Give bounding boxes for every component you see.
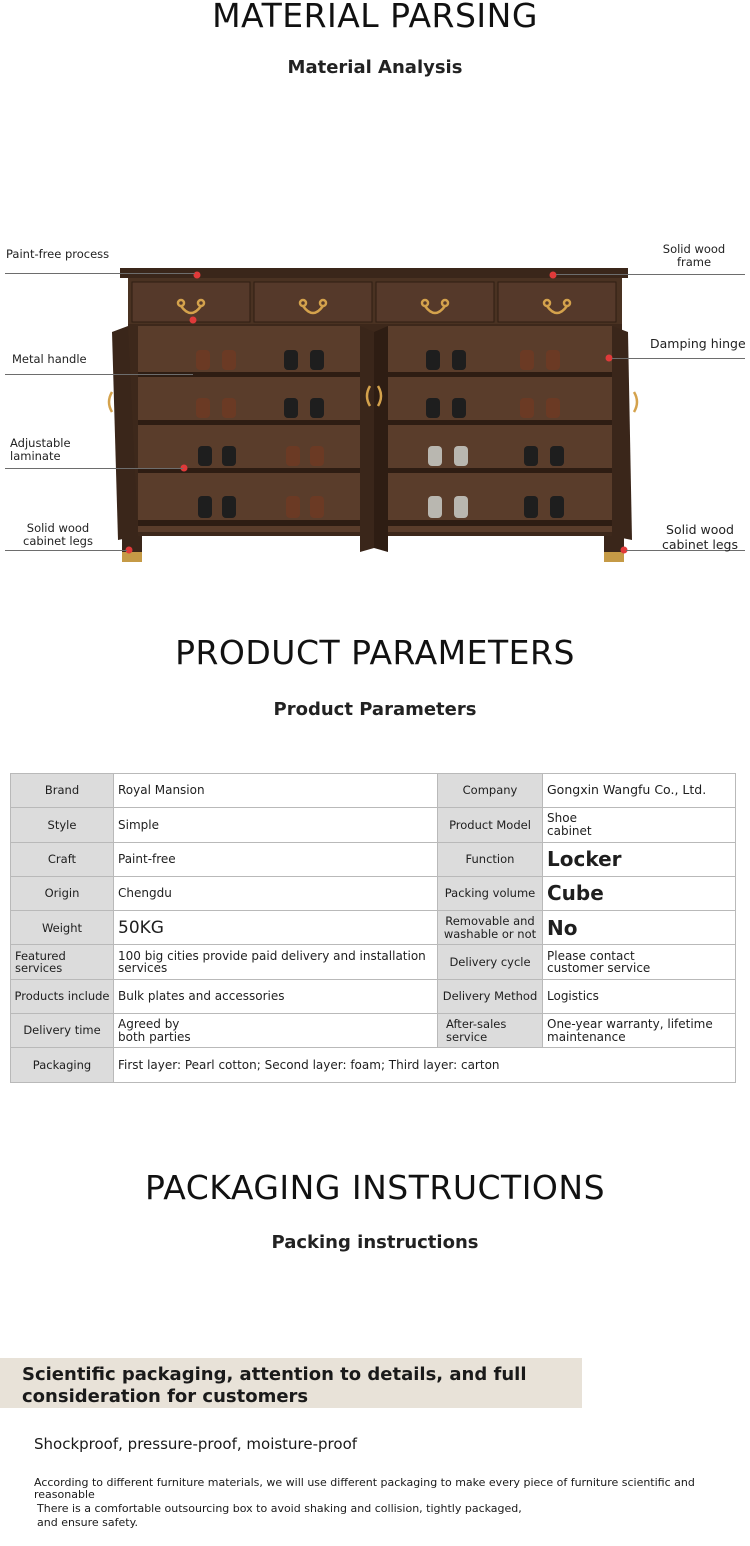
param-value-line-2: both parties — [118, 1029, 191, 1044]
param-key-line-1: Featured — [15, 948, 66, 963]
drawer-4 — [498, 282, 616, 322]
door-center-left — [360, 326, 374, 552]
cabinet-figure — [0, 232, 750, 572]
callout-metal-handle: Metal handle — [12, 352, 87, 366]
param-key: Products include — [11, 979, 114, 1013]
interior-right — [388, 326, 612, 532]
callout-legs-right-line-2: cabinet legs — [661, 537, 739, 552]
param-key: Packing volume — [438, 876, 543, 910]
param-value: Chengdu — [114, 876, 438, 910]
leader-legs-left — [5, 550, 127, 551]
banner-line-2: consideration for customers — [22, 1386, 309, 1407]
param-value — [114, 1014, 438, 1048]
param-key: Delivery Method — [438, 979, 543, 1013]
table-row — [11, 1014, 736, 1048]
paragraph-2-line-2: and ensure safety. — [37, 1516, 139, 1529]
packaging-subtitle: Packing instructions — [271, 1232, 479, 1253]
packaging-heading: Shockproof, pressure-proof, moisture-proof — [34, 1435, 358, 1453]
table-row — [11, 1048, 736, 1082]
param-value-line-1: Agreed by — [118, 1017, 180, 1032]
param-value: Bulk plates and accessories — [114, 979, 438, 1013]
leader-adjustable-laminate — [5, 468, 183, 469]
packaging-paragraph-1 — [34, 1477, 734, 1501]
packaging-paragraph-2 — [37, 1502, 597, 1530]
table-row — [11, 876, 736, 910]
param-value-line-1: Please contact — [547, 948, 635, 963]
param-value: First layer: Pearl cotton; Second layer: foam; Third layer: carton — [114, 1048, 736, 1082]
param-key — [438, 1014, 543, 1048]
drawer-2 — [254, 282, 372, 322]
callout-frame-line-1: Solid wood — [662, 242, 726, 256]
param-key-line-2: service — [446, 1029, 488, 1044]
param-key: Company — [438, 774, 543, 808]
table-row — [11, 911, 736, 945]
param-key-line-1: After-sales — [446, 1017, 507, 1032]
param-value-line-1: Shoe — [547, 811, 577, 826]
param-key: Craft — [11, 842, 114, 876]
paragraph-1-line-2: reasonable — [34, 1488, 95, 1501]
param-key: Style — [11, 808, 114, 842]
param-value-line-2: services — [118, 961, 168, 976]
param-key: Origin — [11, 876, 114, 910]
callout-adjustable-line-1: Adjustable — [10, 436, 71, 450]
param-value: Locker — [543, 842, 736, 876]
drawer-1 — [132, 282, 250, 322]
param-value — [543, 808, 736, 842]
param-value-line-2: maintenance — [547, 1029, 626, 1044]
param-key: Packaging — [11, 1048, 114, 1082]
params-subtitle: Product Parameters — [273, 699, 477, 720]
param-value: Paint-free — [114, 842, 438, 876]
param-value: Simple — [114, 808, 438, 842]
param-value-line-1: One-year warranty, lifetime — [547, 1017, 713, 1032]
param-value-line-2: customer service — [547, 961, 651, 976]
table-row — [11, 979, 736, 1013]
packaging-title: PACKAGING INSTRUCTIONS — [144, 1168, 606, 1207]
param-key-line-2: services — [15, 961, 63, 976]
door-center-right — [374, 326, 388, 552]
callout-paint-free: Paint-free process — [6, 247, 110, 261]
banner-line-1: Scientific packaging, attention to details, and full — [22, 1364, 527, 1385]
callout-legs-left — [20, 522, 96, 548]
table-row — [11, 842, 736, 876]
param-key: Product Model — [438, 808, 543, 842]
param-value: 50KG — [114, 911, 438, 945]
param-value — [543, 1014, 736, 1048]
callout-legs-right-line-1: Solid wood — [666, 522, 734, 537]
param-value — [114, 945, 438, 979]
param-value: Cube — [543, 876, 736, 910]
callout-legs-right — [656, 522, 744, 552]
param-key-line-1: Removable and — [445, 914, 535, 929]
param-key — [438, 911, 543, 945]
param-value: No — [543, 911, 736, 945]
param-key: Weight — [11, 911, 114, 945]
leader-frame — [556, 274, 745, 275]
leader-paint-free — [5, 273, 195, 274]
drawer-3 — [376, 282, 494, 322]
param-key: Delivery time — [11, 1014, 114, 1048]
parameters-table — [10, 773, 736, 1083]
material-subtitle: Material Analysis — [287, 57, 463, 78]
callout-legs-left-line-1: Solid wood — [26, 521, 90, 535]
material-title: MATERIAL PARSING — [212, 0, 538, 35]
param-key — [11, 945, 114, 979]
param-value — [543, 945, 736, 979]
leader-damping-hinge — [612, 358, 745, 359]
shoe-cabinet-illustration — [0, 232, 750, 572]
packaging-banner-text — [22, 1364, 562, 1408]
interior-left — [138, 326, 360, 532]
table-row — [11, 945, 736, 979]
callout-frame — [654, 243, 734, 269]
leader-metal-handle — [5, 374, 193, 375]
callout-legs-left-line-2: cabinet legs — [23, 534, 93, 548]
callout-damping-hinge: Damping hinge — [650, 336, 746, 351]
param-key: Delivery cycle — [438, 945, 543, 979]
param-value: Logistics — [543, 979, 736, 1013]
param-key-line-2: washable or not — [443, 926, 537, 941]
param-key: Function — [438, 842, 543, 876]
param-value-line-1: 100 big cities provide paid delivery and installation — [118, 948, 426, 963]
callout-frame-line-2: frame — [676, 255, 712, 269]
params-title: PRODUCT PARAMETERS — [175, 633, 575, 672]
callout-adjustable-line-2: laminate — [10, 449, 61, 463]
callout-adjustable-laminate — [10, 437, 71, 463]
table-row — [11, 808, 736, 842]
paragraph-2-line-1: There is a comfortable outsourcing box to avoid shaking and collision, tightly packaged, — [37, 1502, 522, 1515]
param-value: Gongxin Wangfu Co., Ltd. — [543, 774, 736, 808]
param-key: Brand — [11, 774, 114, 808]
table-row — [11, 774, 736, 808]
param-value: Royal Mansion — [114, 774, 438, 808]
param-value-line-2: cabinet — [547, 823, 592, 838]
paragraph-1-line-1: According to different furniture materials, we will use different packaging to make every piece of furniture scientific and — [34, 1476, 695, 1489]
